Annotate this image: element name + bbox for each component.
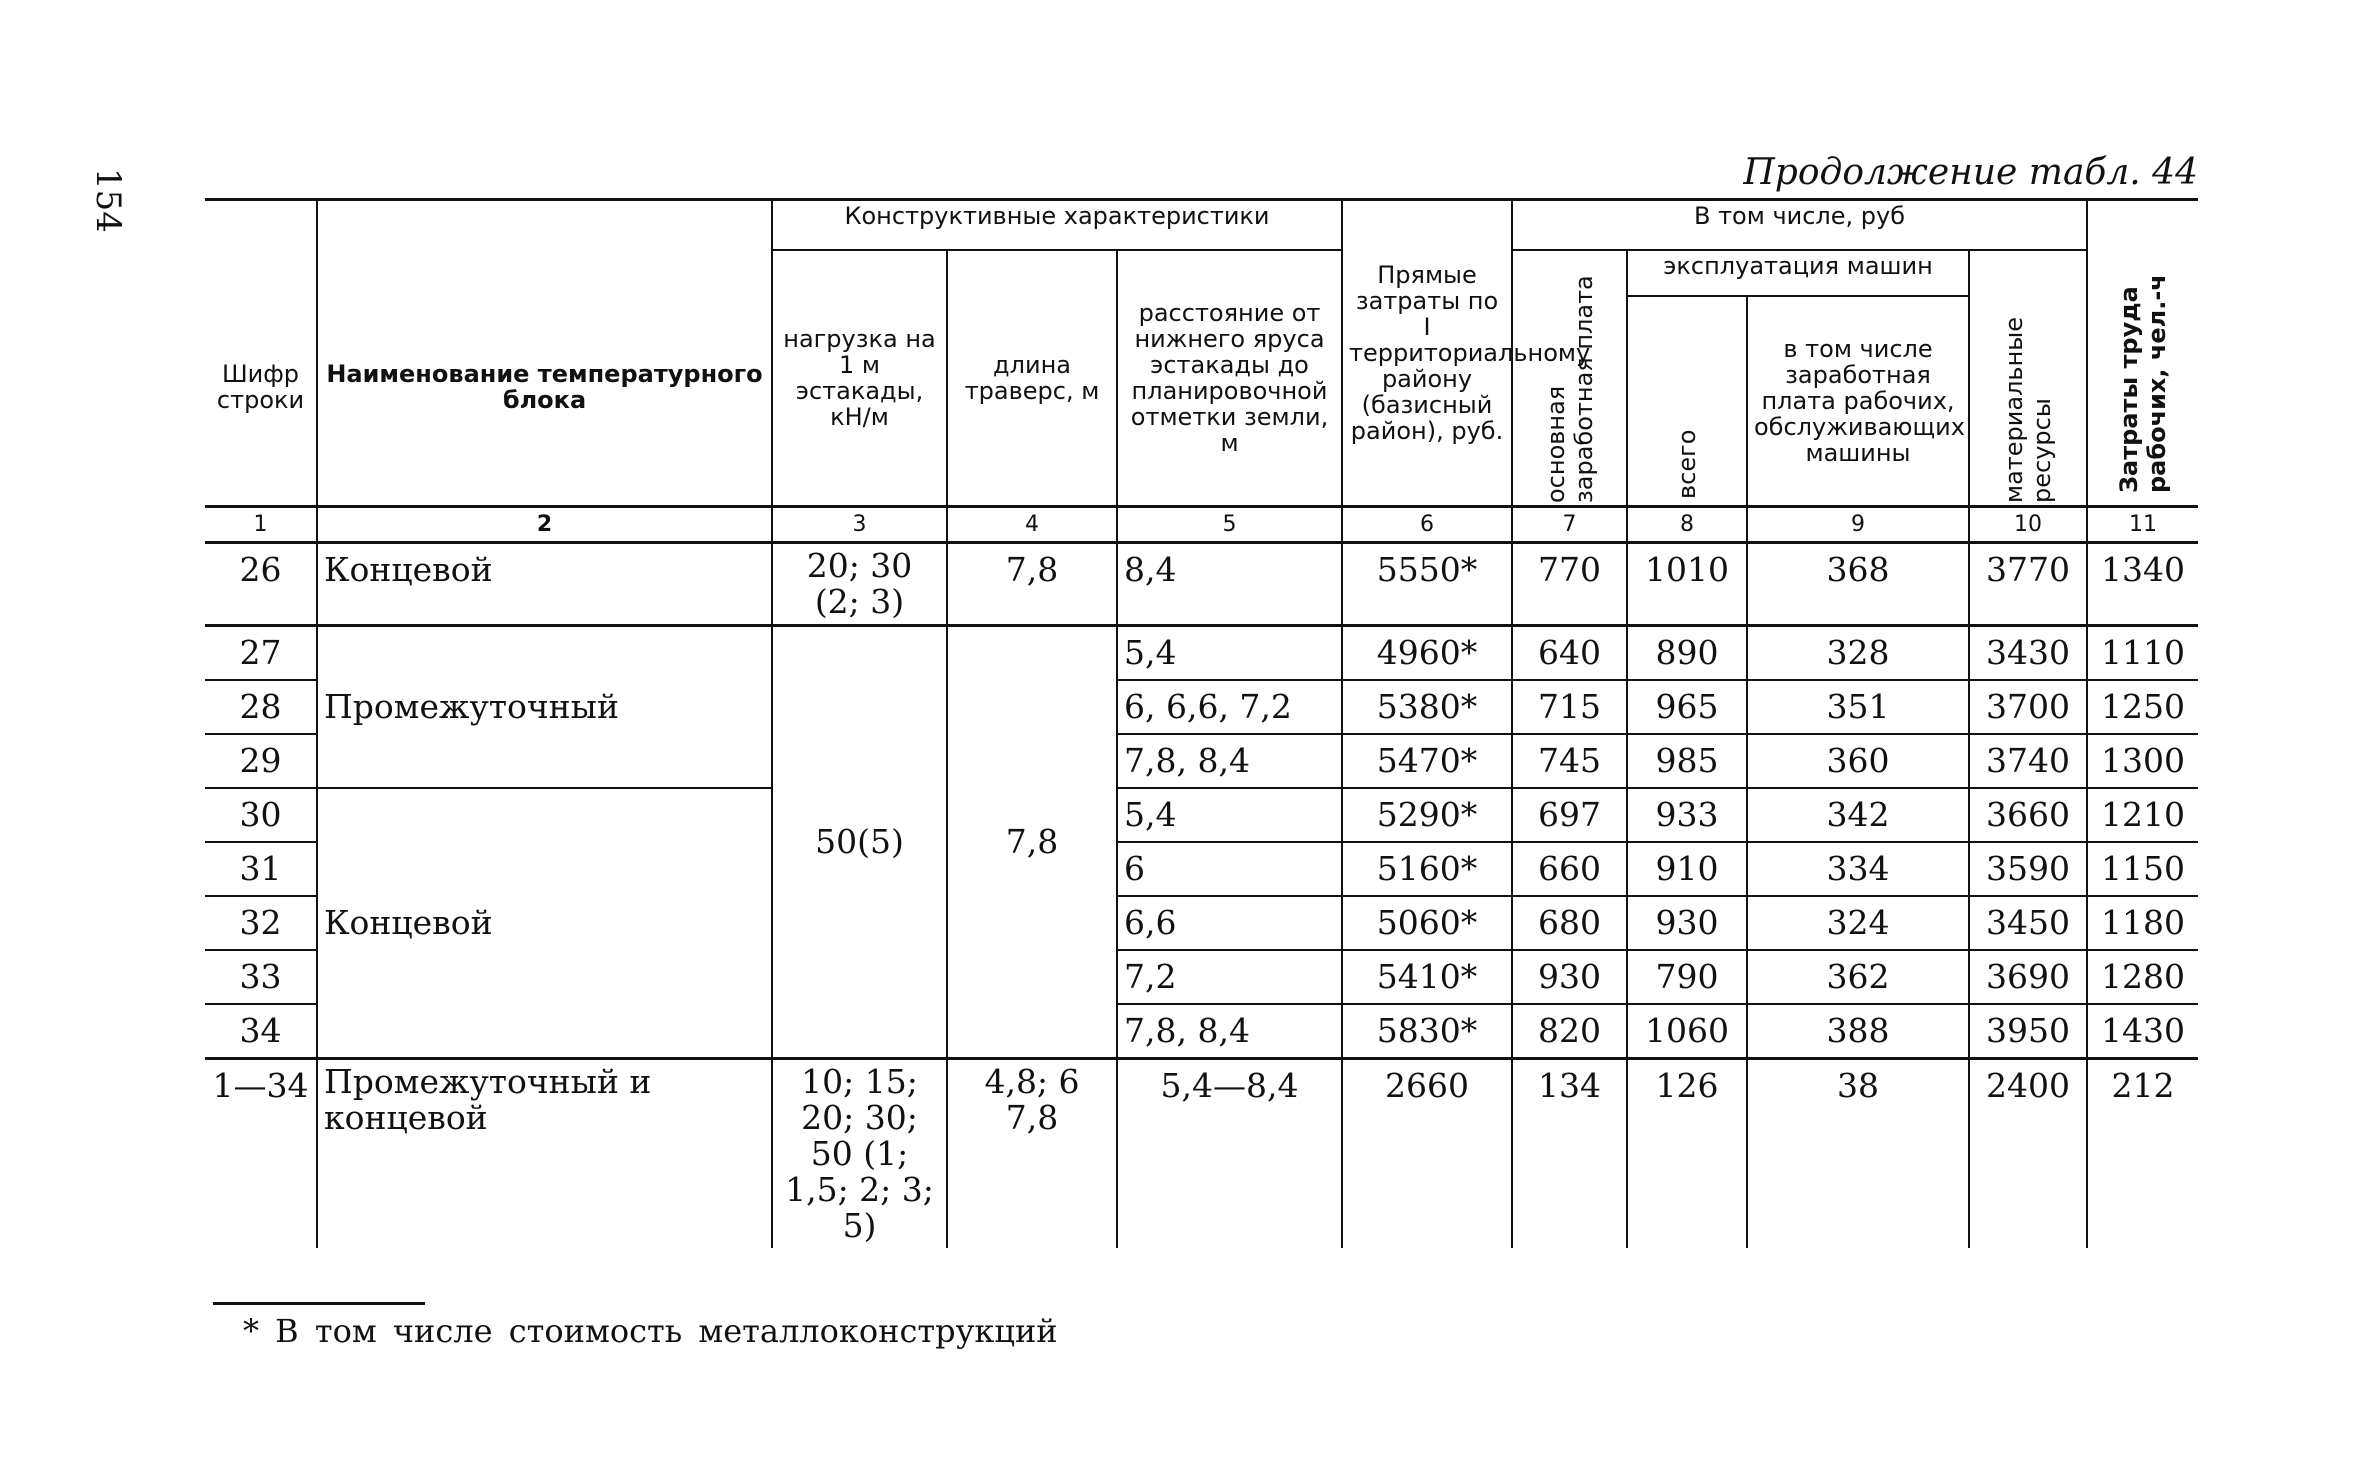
cell-direct: 5160* [1342,842,1512,896]
header-distance: расстояние от нижнего яруса эстакады до планировочной отметки земли, м [1117,250,1342,507]
col-number: 11 [2087,507,2198,543]
footnote-divider [213,1302,425,1305]
header-labor-text: Затраты труда рабочих, чел.-ч [2115,274,2172,493]
header-including-group: В том числе, руб [1512,200,2087,251]
cell-load: 20; 30 (2; 3) [772,543,947,626]
cell-direct: 5290* [1342,788,1512,842]
cell-materials: 3740 [1969,734,2087,788]
col-number: 3 [772,507,947,543]
cell-mach-wage: 388 [1747,1004,1969,1059]
table-row [205,626,2198,681]
cell-distance: 6, 6,6, 7,2 [1117,680,1342,734]
cell-load: 10; 15; 20; 30; 50 (1; 1,5; 2; 3; 5) [772,1059,947,1249]
cell-wage: 820 [1512,1004,1627,1059]
cell-code: 1—34 [205,1059,317,1249]
cell-labor: 1430 [2087,1004,2198,1059]
col-number: 7 [1512,507,1627,543]
cell-mach-wage: 324 [1747,896,1969,950]
header-code: Шифр строки [216,360,305,414]
cell-code: 29 [205,734,317,788]
cell-name: Концевой [317,543,772,626]
header-load: нагрузка на 1 м эстакады, кН/м [772,250,947,507]
cell-labor: 1300 [2087,734,2198,788]
cell-direct: 5380* [1342,680,1512,734]
cell-direct: 2660 [1342,1059,1512,1249]
cell-code: 31 [205,842,317,896]
cell-code: 32 [205,896,317,950]
cell-labor: 212 [2087,1059,2198,1249]
cell-labor: 1250 [2087,680,2198,734]
cell-code: 34 [205,1004,317,1059]
cell-materials: 3590 [1969,842,2087,896]
cell-labor: 1340 [2087,543,2198,626]
column-numbers-row [205,507,2198,543]
cell-distance: 7,2 [1117,950,1342,1004]
cell-materials: 3950 [1969,1004,2087,1059]
header-machines-group: эксплуатация машин [1627,250,1969,296]
cell-wage: 134 [1512,1059,1627,1249]
col-number: 2 [317,507,772,543]
cell-wage: 640 [1512,626,1627,681]
cell-wage: 745 [1512,734,1627,788]
cell-materials: 3770 [1969,543,2087,626]
cell-labor: 1280 [2087,950,2198,1004]
cell-direct: 5060* [1342,896,1512,950]
header-machines-wage: в том числе заработная плата рабочих, обслуживающих машины [1747,296,1969,507]
col-number: 9 [1747,507,1969,543]
cell-mach-total: 1060 [1627,1004,1747,1059]
cell-materials: 3660 [1969,788,2087,842]
cell-code: 30 [205,788,317,842]
cell-direct: 5550* [1342,543,1512,626]
cell-code: 26 [205,543,317,626]
cell-labor: 1180 [2087,896,2198,950]
cell-mach-wage: 334 [1747,842,1969,896]
header-machines-total [1627,296,1747,507]
cell-mach-wage: 360 [1747,734,1969,788]
cell-mach-wage: 362 [1747,950,1969,1004]
cell-length: 7,8 [947,626,1117,1059]
header-labor [2087,200,2198,507]
col-number: 10 [1969,507,2087,543]
header-length: длина траверс, м [947,250,1117,507]
cell-length: 4,8; 6 7,8 [947,1059,1117,1249]
cell-wage: 680 [1512,896,1627,950]
cell-distance: 8,4 [1117,543,1342,626]
cell-distance: 7,8, 8,4 [1117,1004,1342,1059]
col-number: 5 [1117,507,1342,543]
header-name: Наименование температурного блока [317,200,772,507]
cell-direct: 4960* [1342,626,1512,681]
header-row-1 [205,200,2198,251]
cost-table [205,198,2198,1248]
cell-mach-wage: 38 [1747,1059,1969,1249]
cell-wage: 770 [1512,543,1627,626]
cell-length: 7,8 [947,543,1117,626]
cell-wage: 660 [1512,842,1627,896]
continuation-title: Продолжение табл. 44 [1743,152,2198,193]
cell-mach-total: 126 [1627,1059,1747,1249]
header-direct-costs: Прямые затраты по I территориальному району (базисный район), руб. [1342,200,1512,507]
cell-mach-total: 985 [1627,734,1747,788]
cell-mach-wage: 342 [1747,788,1969,842]
cell-labor: 1210 [2087,788,2198,842]
header-materials [1969,250,2087,507]
table-row [205,788,2198,842]
header-wage-text: основная заработная плата [1541,275,1598,503]
table-row-summary [205,1059,2198,1249]
cell-mach-total: 910 [1627,842,1747,896]
cell-mach-total: 1010 [1627,543,1747,626]
cell-mach-total: 790 [1627,950,1747,1004]
cell-labor: 1110 [2087,626,2198,681]
header-materials-text: материальные ресурсы [2000,317,2056,503]
cell-load: 50(5) [772,626,947,1059]
header-machines-total-text: всего [1673,429,1701,499]
cell-direct: 5830* [1342,1004,1512,1059]
cell-distance: 7,8, 8,4 [1117,734,1342,788]
col-number: 4 [947,507,1117,543]
cell-mach-wage: 368 [1747,543,1969,626]
cell-materials: 3700 [1969,680,2087,734]
cell-mach-total: 930 [1627,896,1747,950]
table-row [205,543,2198,626]
cell-wage: 715 [1512,680,1627,734]
cell-distance: 5,4—8,4 [1117,1059,1342,1249]
cell-mach-wage: 351 [1747,680,1969,734]
cell-mach-wage: 328 [1747,626,1969,681]
cell-distance: 5,4 [1117,788,1342,842]
page-number: 154 [88,168,128,233]
cell-distance: 6 [1117,842,1342,896]
header-wage [1512,250,1627,507]
cell-materials: 3430 [1969,626,2087,681]
cell-materials: 3450 [1969,896,2087,950]
header-constructive-group: Конструктивные характеристики [772,200,1342,251]
cell-wage: 930 [1512,950,1627,1004]
cell-distance: 5,4 [1117,626,1342,681]
cell-mach-total: 890 [1627,626,1747,681]
cell-labor: 1150 [2087,842,2198,896]
cell-name: Промежуточный [317,626,772,789]
cell-direct: 5410* [1342,950,1512,1004]
cell-wage: 697 [1512,788,1627,842]
cell-direct: 5470* [1342,734,1512,788]
col-number: 1 [205,507,317,543]
cell-materials: 2400 [1969,1059,2087,1249]
cell-mach-total: 965 [1627,680,1747,734]
footnote: * В том числе стоимость металлоконструкций [243,1312,1058,1350]
col-number: 8 [1627,507,1747,543]
cell-name: Промежуточный и концевой [317,1059,772,1249]
cell-code: 33 [205,950,317,1004]
col-number: 6 [1342,507,1512,543]
cell-distance: 6,6 [1117,896,1342,950]
cell-mach-total: 933 [1627,788,1747,842]
cell-materials: 3690 [1969,950,2087,1004]
cell-code: 27 [205,626,317,681]
cell-name: Концевой [317,788,772,1059]
cell-code: 28 [205,680,317,734]
